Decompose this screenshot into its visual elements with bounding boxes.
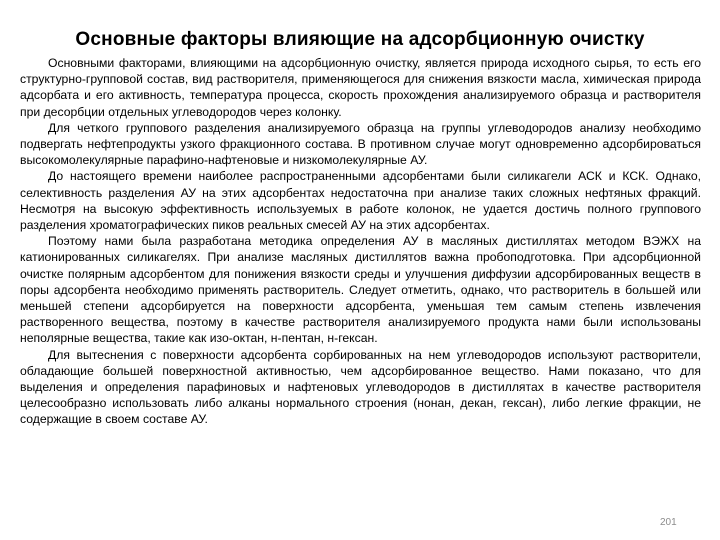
paragraph-group-separation: Для четкого группового разделения анализируемого образца на группы углеводородов анализу необходимо подвергать нефтепродукты узкого фракционного состава. В противном случае могут одновременно адсорбироваться высокомолекулярные парафино-нафтеновые и низкомолекулярные АУ. bbox=[20, 120, 701, 168]
paragraph-adsorbents: До настоящего времени наиболее распространенными адсорбентами были силикагели АСК и КСК. Однако, селективность разделения АУ на этих адсорбентах недостаточна при анализе таких сложных нефтяных фракций. Несмотря на высокую эффективность используемых в работе колонок, не удается достичь полного группового разделения хроматографических пиков реальных смесей АУ на этих адсорбентах. bbox=[20, 169, 701, 233]
paragraph-method: Поэтому нами была разработана методика определения АУ в масляных дистиллятах методом ВЭЖХ на катионированных силикагелях. При анализе масляных дистиллятов важна пробоподготовка. При адсорбционной очистке полярным адсорбентом для понижения вязкости среды и улучшения диффузии адсорбированных веществ в поры адсорбента необходимо применять растворитель. Следует отметить, однако, что растворитель в большей или меньшей степени адсорбируется на поверхности адсорбента, уменьшая тем самым степень извлечения растворенного вещества, поэтому в качестве растворителя анализируемого продукта нами были использованы неполярные вещества, такие как изо-октан, н-пентан, н-гексан. bbox=[20, 234, 701, 346]
paragraph-displacement: Для вытеснения с поверхности адсорбента сорбированных на нем углеводородов используют растворители, обладающие большей поверхностной активностью, чем адсорбированное вещество. Нами показано, что для выделения и определения парафиновых и нафтеновых углеводородов в дистиллятах в качестве растворителя целесообразно использовать либо алканы нормального строения (нонан, декан, гексан), либо легкие фракции, не содержащие в своем составе АУ. bbox=[20, 347, 701, 427]
slide-body-text bbox=[20, 55, 701, 428]
paragraph-factors: Основными факторами, влияющими на адсорбционную очистку, является природа исходного сырья, то есть его структурно-групповой состав, вид растворителя, применяющегося для снижения вязкости масла, химическая природа адсорбата и его активность, температура процесса, скорость прохождения анализируемого образца и растворителя при десорбции отдельных углеводородов через колонку. bbox=[20, 56, 701, 119]
slide-title: Основные факторы влияющие на адсорбционную очистку bbox=[75, 29, 645, 50]
page-number: 201 bbox=[660, 517, 677, 528]
